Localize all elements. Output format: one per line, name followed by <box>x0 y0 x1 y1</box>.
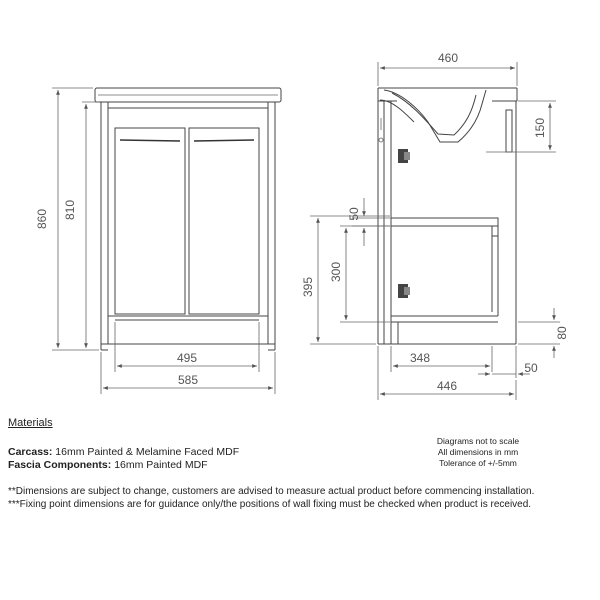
front-door-right <box>189 128 259 314</box>
fascia-label: Fascia Components: <box>8 459 112 471</box>
dim-front-height-carcass: 810 <box>63 199 77 221</box>
dim-side-plinth-height: 80 <box>555 326 569 340</box>
fascia-line <box>8 459 208 471</box>
note-tolerance: Tolerance of +/-5mm <box>439 458 517 468</box>
disclaimer-fixing: ***Fixing point dimensions are for guidance only/the positions of wall fixing must be checked when product is received. <box>8 499 532 510</box>
dim-side-inner-depth: 348 <box>409 351 431 365</box>
note-scale: Diagrams not to scale <box>436 436 520 446</box>
dim-side-toe-recess: 50 <box>524 361 538 375</box>
front-view <box>35 88 281 394</box>
dim-front-width-inner: 495 <box>176 351 198 365</box>
front-door-left <box>115 128 185 314</box>
dim-front-height-total: 860 <box>35 208 49 230</box>
side-basin-bowl <box>384 90 486 142</box>
dim-side-fixing-height: 395 <box>301 276 315 298</box>
disclaimer-dimensions: **Dimensions are subject to change, customers are advised to measure actual product before commencing installation. <box>8 486 535 497</box>
carcass-line <box>8 446 239 458</box>
fascia-value: 16mm Painted MDF <box>111 459 208 471</box>
dim-side-shelf-gap: 50 <box>347 207 361 221</box>
dim-side-depth-top: 460 <box>437 51 459 65</box>
note-units: All dimensions in mm <box>437 447 519 457</box>
carcass-value: 16mm Painted & Melamine Faced MDF <box>52 446 240 458</box>
dim-side-shelf-height: 300 <box>329 261 343 283</box>
scale-notes <box>418 436 538 469</box>
dim-front-width-total: 585 <box>177 373 199 387</box>
front-carcass <box>101 102 275 344</box>
side-shelf <box>391 218 498 226</box>
side-view <box>301 51 569 400</box>
dim-side-basin-depth: 150 <box>533 117 547 139</box>
carcass-label: Carcass: <box>8 446 53 458</box>
dim-side-depth-bottom: 446 <box>436 379 458 393</box>
materials-heading: Materials <box>8 417 53 429</box>
